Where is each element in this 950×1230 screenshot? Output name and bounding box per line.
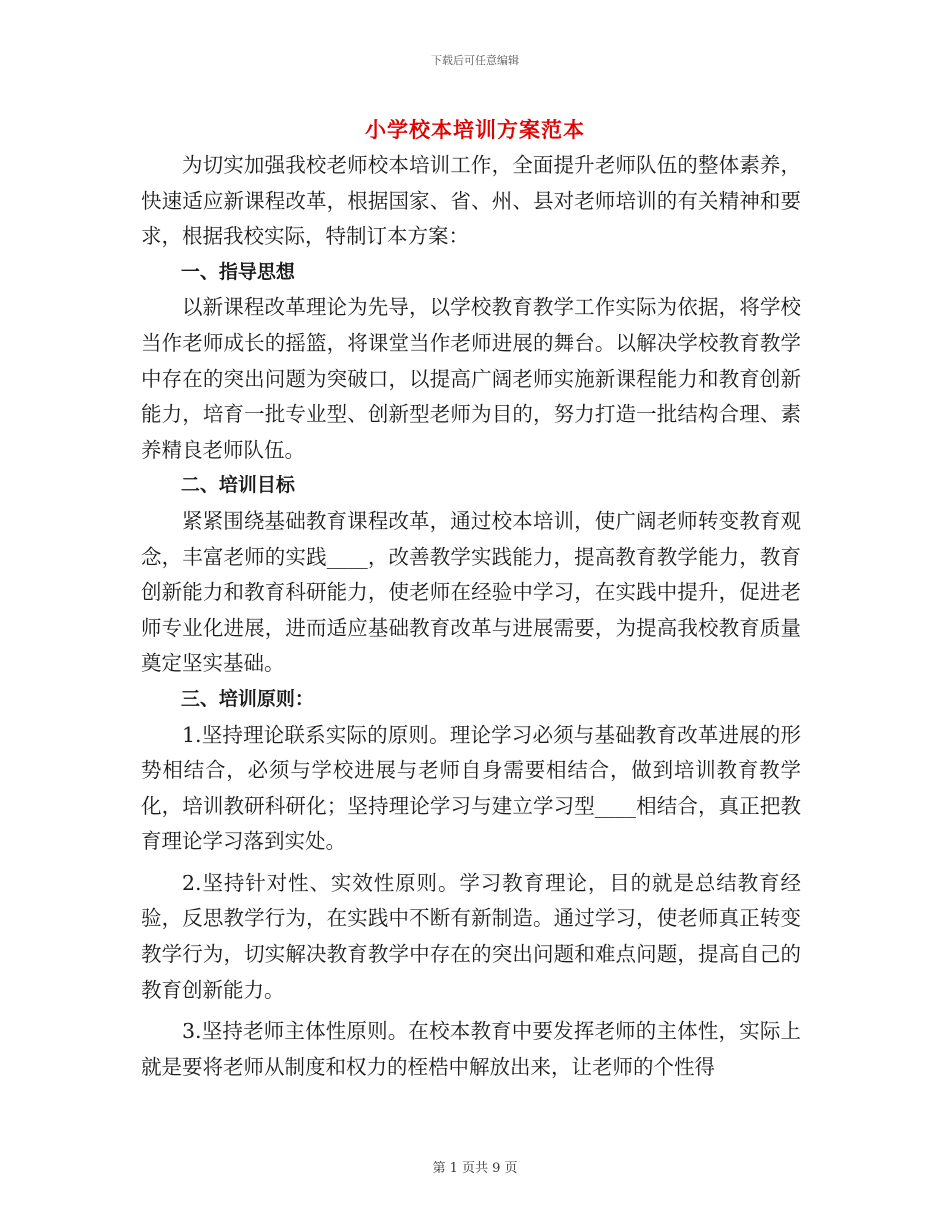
section-heading-training-principles: 三、培训原则： [180, 687, 314, 710]
page-footer: 第 1 页共 9 页 [432, 1161, 518, 1176]
paragraph-training-goals: 紧紧围绕基础教育课程改革，通过校本培训，使广阔老师转变教育观念，丰富老师的实践____，改善教学实践能力，提高教育教学能力，教育创新能力和教育科研能力，使老师在经验中学习，在实践中提升，促进老师专业化进展，进而适应基础教育改革与进展需要，为提高我校教育质量奠定坚实基础。 [141, 508, 801, 676]
paragraph-guiding-thought: 以新课程改革理论为先导，以学校教育教学工作实际为依据，将学校当作老师成长的摇篮，将课堂当作老师进展的舞台。以解决学校教育教学中存在的突出问题为突破口，以提高广阔老师实施新课程能力和教育创新能力，培育一批专业型、创新型老师为目的，努力打造一批结构合理、素养精良老师队伍。 [141, 295, 801, 462]
document-body [141, 148, 801, 1085]
document-title: 小学校本培训方案范本 [365, 118, 585, 142]
section-heading-training-goals: 二、培训目标 [180, 474, 295, 497]
principle-item-1: 1.坚持理论联系实际的原则。理论学习必须与基础教育改革进展的形势相结合，必须与学校进展与老师自身需要相结合，做到培训教育教学化，培训教研科研化；坚持理论学习与建立学习型____相结合，真正把教育理论学习落到实处。 [141, 722, 801, 854]
section-heading-guiding-thought: 一、指导思想 [180, 260, 295, 283]
principle-item-2: 2.坚持针对性、实效性原则。学习教育理论，目的就是总结教育经验，反思教学行为，在实践中不断有新制造。通过学习，使老师真正转变教学行为，切实解决教育教学中存在的突出问题和难点问题，提高自己的教育创新能力。 [141, 870, 801, 1002]
principle-item-3: 3.坚持老师主体性原则。在校本教育中要发挥老师的主体性，实际上就是要将老师从制度和权力的桎梏中解放出来，让老师的个性得 [141, 1019, 801, 1079]
header-note: 下载后可任意编辑 [431, 54, 519, 67]
intro-paragraph: 为切实加强我校老师校本培训工作，全面提升老师队伍的整体素养，快速适应新课程改革，根据国家、省、州、县对老师培训的有关精神和要求，根据我校实际，特制订本方案： [141, 153, 801, 249]
